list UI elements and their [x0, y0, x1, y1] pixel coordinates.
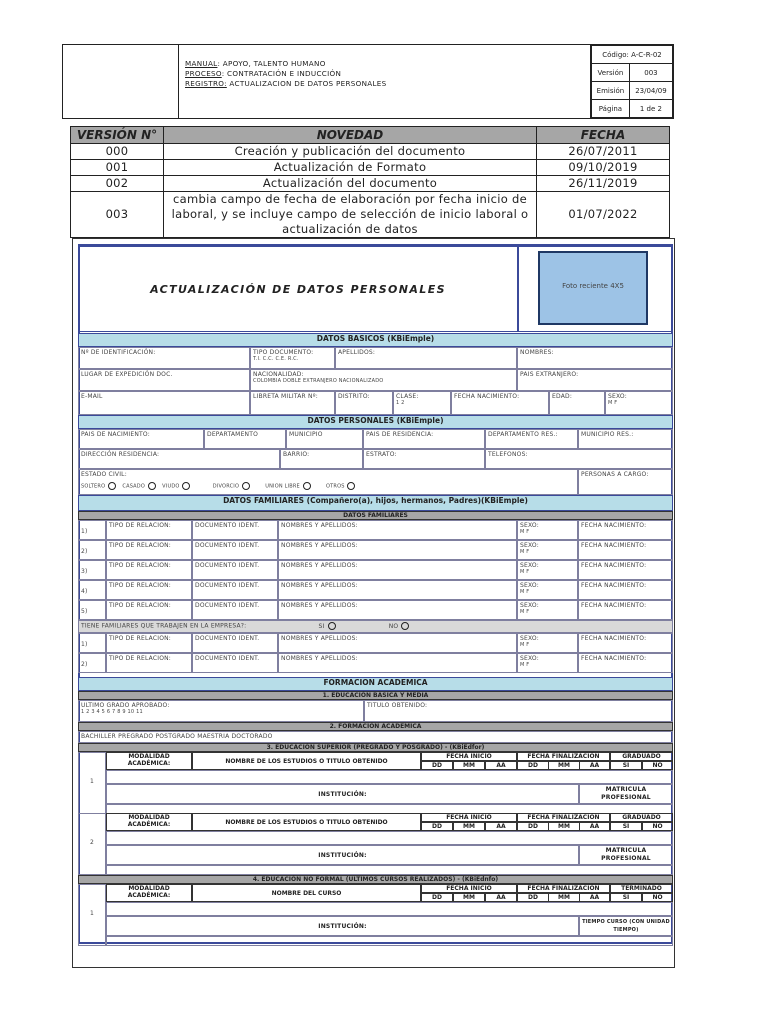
radio-soltero[interactable]	[108, 482, 116, 490]
mm-header: MM	[453, 761, 485, 770]
residence-municipality-field[interactable]: MUNICIPIO RES.:	[578, 429, 673, 449]
family-doc-field[interactable]: DOCUMENTO IDENT.	[192, 653, 278, 673]
residence-country-field[interactable]: PAIS DE RESIDENCIA:	[363, 429, 485, 449]
family-row-number: 1)	[78, 520, 106, 540]
education-entry-row[interactable]	[106, 902, 673, 916]
address-field[interactable]: DIRECCIÓN RESIDENCIA:	[78, 449, 280, 469]
dependents-field[interactable]: PERSONAS A CARGO:	[578, 469, 673, 495]
table-row	[71, 176, 670, 192]
grade-options: 1 2 3 4 5 6 7 8 9 10 11	[81, 709, 143, 715]
version-table	[70, 126, 670, 238]
last-grade-label: ULTIMO GRADO APROBADO:	[81, 702, 170, 709]
end-date-header: FECHA FINALIZACIÓN	[517, 813, 610, 822]
no-header: NO	[642, 822, 673, 831]
education-extra-row[interactable]	[106, 865, 673, 875]
institution-field[interactable]: INSTITUCIÓN:	[106, 916, 579, 936]
doc-type-label: TIPO DOCUMENTO:	[253, 349, 314, 356]
proceso-value: : CONTRATACIÓN E INDUCCIÓN	[221, 69, 342, 78]
class-label: CLASE:	[396, 393, 419, 400]
family-sex-options-text: M F	[520, 549, 530, 555]
matricula-field[interactable]: MATRICULA PROFESIONAL	[579, 845, 673, 865]
novedad-header: NOVEDAD	[164, 127, 537, 144]
document-header	[62, 44, 674, 119]
district-field[interactable]: DISTRITO:	[335, 391, 393, 415]
aa-header: AA	[579, 893, 610, 902]
end-date-header: FECHA FINALIZACIÓN	[517, 752, 610, 761]
institution-field[interactable]: INSTITUCIÓN:	[106, 845, 579, 865]
end-date-header: FECHA FINALIZACIÓN	[517, 884, 610, 893]
graduated-header: TERMINADO	[610, 884, 673, 893]
family-row-number: 1)	[78, 633, 106, 653]
family-doc-field[interactable]: DOCUMENTO IDENT.	[192, 560, 278, 580]
version-header: VERSIÓN N°	[71, 127, 164, 144]
emision-value: 23/04/09	[629, 82, 672, 100]
family-sex-field[interactable]	[517, 580, 578, 600]
tiempo-field[interactable]: TIEMPO CURSO (CON UNIDAD TIEMPO)	[579, 916, 673, 936]
relation-type-field[interactable]: TIPO DE RELACION:	[106, 600, 192, 620]
yes-header: SI	[610, 761, 642, 770]
start-date-header: FECHA INICIO	[421, 813, 517, 822]
family-sex-options-text: M F	[520, 529, 530, 535]
no-header: NO	[642, 761, 673, 770]
family-sex-options-text: M F	[520, 609, 530, 615]
form-title: ACTUALIZACIÓN DE DATOS PERSONALES	[78, 246, 518, 332]
radio-divorcio[interactable]	[242, 482, 250, 490]
academic-level-field[interactable]	[78, 731, 673, 743]
municipality-field[interactable]: MUNICIPIO	[286, 429, 363, 449]
education-item-number: 2	[78, 813, 106, 875]
study-name-header: NOMBRE DE LOS ESTUDIOS O TITULO OBTENIDO	[192, 813, 421, 831]
graduated-header: GRADUADO	[610, 752, 673, 761]
nationality-label: NACIONALIDAD:	[253, 371, 304, 378]
title-obtained-field[interactable]: TITULO OBTENIDO:	[364, 700, 673, 722]
family-sex-options	[520, 569, 575, 575]
email-field[interactable]: E-MAIL	[78, 391, 250, 415]
family-row-number: 2)	[78, 653, 106, 673]
family-name-field[interactable]: NOMBRES Y APELLIDOS:	[278, 600, 517, 620]
academic-level-options: BACHILLER PREGRADO POSTGRADO MAESTRIA DOCTORADO	[81, 733, 273, 740]
radio-casado[interactable]	[148, 482, 156, 490]
personal-data-band: DATOS PERSONALES (KBiEmple)	[78, 415, 673, 429]
family-row-number: 5)	[78, 600, 106, 620]
work-question-label: TIENE FAMILIARES QUE TRABAJEN EN LA EMPRESA?:	[81, 622, 247, 630]
basic-data-band: DATOS BASICOS (KBiEmple)	[78, 333, 673, 347]
family-sex-options	[520, 549, 575, 555]
registro-label: REGISTRO:	[185, 79, 227, 88]
radio-otros[interactable]	[347, 482, 355, 490]
aa-header: AA	[485, 822, 517, 831]
fecha-header: FECHA	[537, 127, 670, 144]
family-row-number: 2)	[78, 540, 106, 560]
option-soltero: SOLTERO	[81, 483, 106, 490]
table-row	[71, 160, 670, 176]
family-work-question	[78, 620, 673, 633]
class-options: 1 2	[396, 400, 405, 406]
aa-header: AA	[579, 761, 610, 770]
foreign-country-field[interactable]: PAIS EXTRANJERO:	[517, 369, 673, 391]
first-name-field[interactable]: NOMBRES:	[517, 347, 673, 369]
family-sex-options	[520, 662, 575, 668]
family-name-field[interactable]: NOMBRES Y APELLIDOS:	[278, 633, 517, 653]
dd-header: DD	[517, 761, 549, 770]
version-number: 002	[71, 176, 164, 192]
family-doc-field[interactable]: DOCUMENTO IDENT.	[192, 520, 278, 540]
option-divorcio: DIVORCIO	[212, 483, 240, 490]
dd-header: DD	[421, 761, 453, 770]
radio-viudo[interactable]	[182, 482, 190, 490]
aa-header: AA	[485, 761, 517, 770]
fecha-text: 09/10/2019	[537, 160, 670, 176]
residence-department-field[interactable]: DEPARTAMENTO RES.:	[485, 429, 578, 449]
option-viudo: VIUDO	[162, 483, 180, 490]
mm-header: MM	[453, 822, 485, 831]
family-sex-field[interactable]	[517, 560, 578, 580]
codigo: Código: A-C-R-02	[592, 46, 673, 64]
family-birth-date-field[interactable]: FECHA NACIMIENTO:	[578, 560, 673, 580]
version-number: 003	[71, 192, 164, 238]
document-codes	[591, 45, 673, 118]
relation-type-field[interactable]: TIPO DE RELACION:	[106, 560, 192, 580]
family-sex-options	[520, 529, 575, 535]
version-number: 000	[71, 144, 164, 160]
modality-header: MODALIDAD ACADÉMICA:	[106, 752, 192, 770]
education-entry-row[interactable]	[106, 831, 673, 845]
version-value: 003	[629, 64, 672, 82]
version-label: Versión	[592, 64, 630, 82]
institution-field[interactable]: INSTITUCIÓN:	[106, 784, 579, 804]
doc-type-field[interactable]	[250, 347, 335, 369]
nationality-field[interactable]	[250, 369, 517, 391]
novedad-text: Creación y publicación del documento	[164, 144, 537, 160]
relation-type-field[interactable]: TIPO DE RELACION:	[106, 520, 192, 540]
non-formal-band: 4. EDUCACIÓN NO FORMAL (ULTIMOS CURSOS REALIZADOS) - (KBiEdnfo)	[78, 875, 673, 884]
last-name-field[interactable]: APELLIDOS:	[335, 347, 517, 369]
sex-options: M F	[608, 400, 618, 406]
family-sex-options-text: M F	[520, 589, 530, 595]
family-sex-options-text: M F	[520, 569, 530, 575]
family-data-band: DATOS FAMILIARES (Compañero(a), hijos, hermanos, Padres)(KBiEmple)	[78, 495, 673, 511]
fecha-text: 26/07/2011	[537, 144, 670, 160]
family-sex-label: SEXO:	[520, 542, 539, 549]
birth-country-field[interactable]: PAIS DE NACIMIENTO:	[78, 429, 204, 449]
family-sex-label: SEXO:	[520, 602, 539, 609]
dd-header: DD	[517, 822, 549, 831]
mm-header: MM	[548, 822, 580, 831]
mm-header: MM	[453, 893, 485, 902]
document-info	[179, 45, 591, 118]
aa-header: AA	[579, 822, 610, 831]
dd-header: DD	[421, 822, 453, 831]
start-date-header: FECHA INICIO	[421, 884, 517, 893]
version-number: 001	[71, 160, 164, 176]
family-name-field[interactable]: NOMBRES Y APELLIDOS:	[278, 520, 517, 540]
family-name-field[interactable]: NOMBRES Y APELLIDOS:	[278, 653, 517, 673]
option-otros: OTROS	[326, 483, 345, 490]
modality-header: MODALIDAD ACADÉMICA:	[106, 813, 192, 831]
age-field[interactable]: EDAD:	[549, 391, 605, 415]
yes-label: SI	[318, 622, 325, 630]
family-birth-date-field[interactable]: FECHA NACIMIENTO:	[578, 600, 673, 620]
family-birth-date-field[interactable]: FECHA NACIMIENTO:	[578, 633, 673, 653]
family-name-field[interactable]: NOMBRES Y APELLIDOS:	[278, 580, 517, 600]
family-name-field[interactable]: NOMBRES Y APELLIDOS:	[278, 560, 517, 580]
logo-area	[63, 45, 179, 118]
expedition-place-field[interactable]: LUGAR DE EXPEDICIÓN DOC.	[78, 369, 250, 391]
family-sex-options-text: M F	[520, 642, 530, 648]
civil-status-field[interactable]	[78, 469, 578, 495]
option-casado: CASADO	[122, 483, 145, 490]
family-doc-field[interactable]: DOCUMENTO IDENT.	[192, 633, 278, 653]
sex-label: SEXO:	[608, 393, 627, 400]
dd-header: DD	[517, 893, 549, 902]
family-birth-date-field[interactable]: FECHA NACIMIENTO:	[578, 653, 673, 673]
academic-band: FORMACION ACADEMICA	[78, 677, 673, 691]
family-birth-date-field[interactable]: FECHA NACIMIENTO:	[578, 540, 673, 560]
stratum-field[interactable]: ESTRATO:	[363, 449, 485, 469]
relation-type-field[interactable]: TIPO DE RELACION:	[106, 540, 192, 560]
registro-value: ACTUALIZACION DE DATOS PERSONALES	[226, 79, 387, 88]
family-subband: DATOS FAMILIARES	[78, 511, 673, 520]
family-doc-field[interactable]: DOCUMENTO IDENT.	[192, 580, 278, 600]
table-row	[71, 192, 670, 238]
neighborhood-field[interactable]: BARRIO:	[280, 449, 363, 469]
radio-yes[interactable]	[328, 622, 336, 630]
family-row-number: 3)	[78, 560, 106, 580]
education-extra-row[interactable]	[106, 936, 673, 946]
study-name-header: NOMBRE DEL CURSO	[192, 884, 421, 902]
yes-header: SI	[610, 822, 642, 831]
family-sex-label: SEXO:	[520, 635, 539, 642]
family-sex-field[interactable]	[517, 633, 578, 653]
novedad-text: Actualización del documento	[164, 176, 537, 192]
fecha-text: 01/07/2022	[537, 192, 670, 238]
military-card-field[interactable]: LIBRETA MILITAR Nº:	[250, 391, 335, 415]
relation-type-field[interactable]: TIPO DE RELACION:	[106, 653, 192, 673]
phones-field[interactable]: TELEFONOS:	[485, 449, 673, 469]
family-sex-label: SEXO:	[520, 582, 539, 589]
class-field[interactable]	[393, 391, 451, 415]
novedad-text: Actualización de Formato	[164, 160, 537, 176]
proceso-label: PROCESO	[185, 69, 222, 78]
yes-header: SI	[610, 893, 642, 902]
aa-header: AA	[485, 893, 517, 902]
civil-status-label: ESTADO CIVIL:	[81, 471, 127, 478]
family-sex-label: SEXO:	[520, 522, 539, 529]
dd-header: DD	[421, 893, 453, 902]
matricula-field[interactable]: MATRICULA PROFESIONAL	[579, 784, 673, 804]
id-number-field[interactable]: Nº DE IDENTIFICACIÓN:	[78, 347, 250, 369]
radio-union-libre[interactable]	[303, 482, 311, 490]
family-birth-date-field[interactable]: FECHA NACIMIENTO:	[578, 580, 673, 600]
manual-value: : APOYO, TALENTO HUMANO	[217, 59, 326, 68]
family-sex-field[interactable]	[517, 520, 578, 540]
department-field[interactable]: DEPARTAMENTO	[204, 429, 286, 449]
pagina-label: Página	[592, 100, 630, 118]
mm-header: MM	[548, 893, 580, 902]
family-sex-options	[520, 589, 575, 595]
family-name-field[interactable]: NOMBRES Y APELLIDOS:	[278, 540, 517, 560]
relation-type-field[interactable]: TIPO DE RELACION:	[106, 633, 192, 653]
nationality-options: COLOMBIA DOBLE EXTRANJERO NACIONALIZADO	[253, 378, 384, 384]
novedad-text: cambia campo de fecha de elaboración por fecha inicio de laboral, y se incluye campo de selección de inicio laboral o actualización de datos	[164, 192, 537, 238]
family-doc-field[interactable]: DOCUMENTO IDENT.	[192, 600, 278, 620]
family-sex-field[interactable]	[517, 600, 578, 620]
family-sex-label: SEXO:	[520, 562, 539, 569]
birth-date-field[interactable]: FECHA NACIMIENTO:	[451, 391, 549, 415]
family-sex-field[interactable]	[517, 540, 578, 560]
family-sex-label: SEXO:	[520, 655, 539, 662]
academic-formation-band: 2. FORMACIÓN ACADEMICA	[78, 722, 673, 731]
no-header: NO	[642, 893, 673, 902]
no-label: NO	[388, 622, 399, 630]
family-doc-field[interactable]: DOCUMENTO IDENT.	[192, 540, 278, 560]
manual-label: MANUAL	[185, 59, 218, 68]
study-name-header: NOMBRE DE LOS ESTUDIOS O TITULO OBTENIDO	[192, 752, 421, 770]
radio-no[interactable]	[401, 622, 409, 630]
mm-header: MM	[548, 761, 580, 770]
family-sex-options	[520, 642, 575, 648]
family-sex-options-text: M F	[520, 662, 530, 668]
doc-type-options: T.I. C.C. C.E. R.C.	[253, 356, 299, 362]
family-sex-options	[520, 609, 575, 615]
table-row	[71, 144, 670, 160]
start-date-header: FECHA INICIO	[421, 752, 517, 761]
basic-education-band: 1. EDUCACIÓN BASICA Y MEDIA	[78, 691, 673, 700]
modality-header: MODALIDAD ACADÉMICA:	[106, 884, 192, 902]
family-birth-date-field[interactable]: FECHA NACIMIENTO:	[578, 520, 673, 540]
photo-placeholder: Foto reciente 4X5	[538, 251, 648, 325]
option-union-libre: UNION LIBRE	[265, 483, 300, 490]
relation-type-field[interactable]: TIPO DE RELACION:	[106, 580, 192, 600]
emision-label: Emisión	[592, 82, 630, 100]
sex-field[interactable]	[605, 391, 673, 415]
education-entry-row[interactable]	[106, 770, 673, 784]
last-grade-field[interactable]	[78, 700, 364, 722]
pagina-value: 1 de 2	[629, 100, 672, 118]
family-row-number: 4)	[78, 580, 106, 600]
fecha-text: 26/11/2019	[537, 176, 670, 192]
education-item-number: 1	[78, 752, 106, 814]
higher-education-band: 3. EDUCACIÓN SUPERIOR (PREGRADO Y POSGRADO) - (KBiEdfor)	[78, 743, 673, 752]
family-sex-field[interactable]	[517, 653, 578, 673]
graduated-header: GRADUADO	[610, 813, 673, 822]
education-item-number: 1	[78, 884, 106, 946]
